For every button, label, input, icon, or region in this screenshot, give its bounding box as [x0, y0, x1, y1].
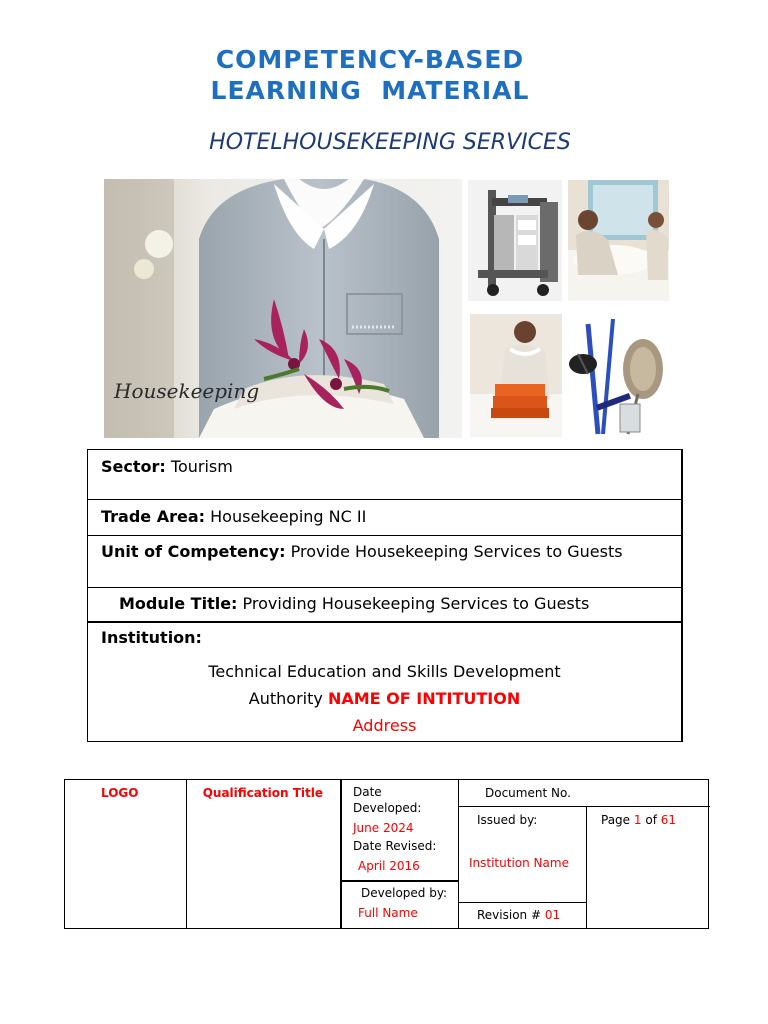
divider [458, 780, 459, 928]
main-image-caption: Housekeeping [114, 379, 260, 403]
sector-row [88, 450, 681, 500]
institution-line-2 [101, 685, 668, 712]
date-developed-value: June 2024 [353, 821, 414, 835]
qualification-title: Qualification Title [202, 786, 323, 800]
unit-of-competency-row [88, 536, 681, 588]
sector-label: Sector: [101, 457, 166, 476]
issued-by-value: Institution Name [469, 856, 569, 870]
folding-towels-image [470, 314, 562, 437]
date-developed-label: Date Developed: [353, 785, 422, 815]
institution-row [88, 623, 681, 741]
developed-by-value: Full Name [358, 906, 418, 920]
module-title-label: Module Title: [119, 594, 238, 613]
cleaning-tools-image [568, 314, 668, 437]
trade-area-value: Housekeeping NC II [210, 507, 367, 526]
divider [186, 780, 187, 928]
page-of: of [645, 813, 657, 827]
unit-of-competency-label: Unit of Competency: [101, 542, 286, 561]
housekeeping-main-image [104, 179, 462, 438]
divider [340, 780, 342, 928]
page-label: Page [601, 813, 631, 827]
logo-placeholder: LOGO [101, 786, 139, 800]
module-title-value: Providing Housekeeping Services to Guests [242, 594, 590, 613]
divider [458, 902, 586, 903]
title-line-2: LEARNING MATERIAL [210, 76, 530, 105]
sector-value: Tourism [170, 457, 233, 476]
document-subtitle: HOTELHOUSEKEEPING SERVICES [209, 130, 571, 155]
institution-label: Institution: [101, 628, 202, 647]
document-control-table [64, 779, 709, 929]
module-info-box [87, 449, 683, 742]
trade-area-row [88, 500, 681, 536]
title-line-1: COMPETENCY-BASED [215, 45, 525, 74]
date-revised-value: April 2016 [358, 859, 420, 873]
issued-by-label: Issued by: [477, 813, 538, 827]
institution-authority: Authority [248, 689, 323, 708]
page-indicator [601, 812, 676, 828]
revision-number [477, 907, 560, 923]
page-total: 61 [660, 813, 677, 827]
unit-of-competency-value: Provide Housekeeping Services to Guests [290, 542, 623, 561]
divider [458, 806, 710, 807]
institution-details [101, 658, 668, 739]
page-current: 1 [633, 813, 642, 827]
revision-value: 01 [544, 908, 561, 922]
making-bed-image [568, 180, 669, 301]
trade-area-label: Trade Area: [101, 507, 206, 526]
divider [342, 880, 458, 882]
revision-label: Revision # [477, 908, 542, 922]
developed-by-label: Developed by: [361, 886, 448, 900]
divider [586, 807, 587, 928]
institution-address: Address [352, 716, 417, 735]
date-revised-label: Date Revised: [353, 839, 437, 853]
document-title [150, 44, 590, 106]
housekeeping-cart-image [468, 180, 562, 301]
document-number-label: Document No. [485, 786, 571, 800]
institution-line-1: Technical Education and Skills Development [208, 662, 561, 681]
institution-name: NAME OF INTITUTION [327, 689, 521, 708]
module-title-row [88, 588, 681, 623]
